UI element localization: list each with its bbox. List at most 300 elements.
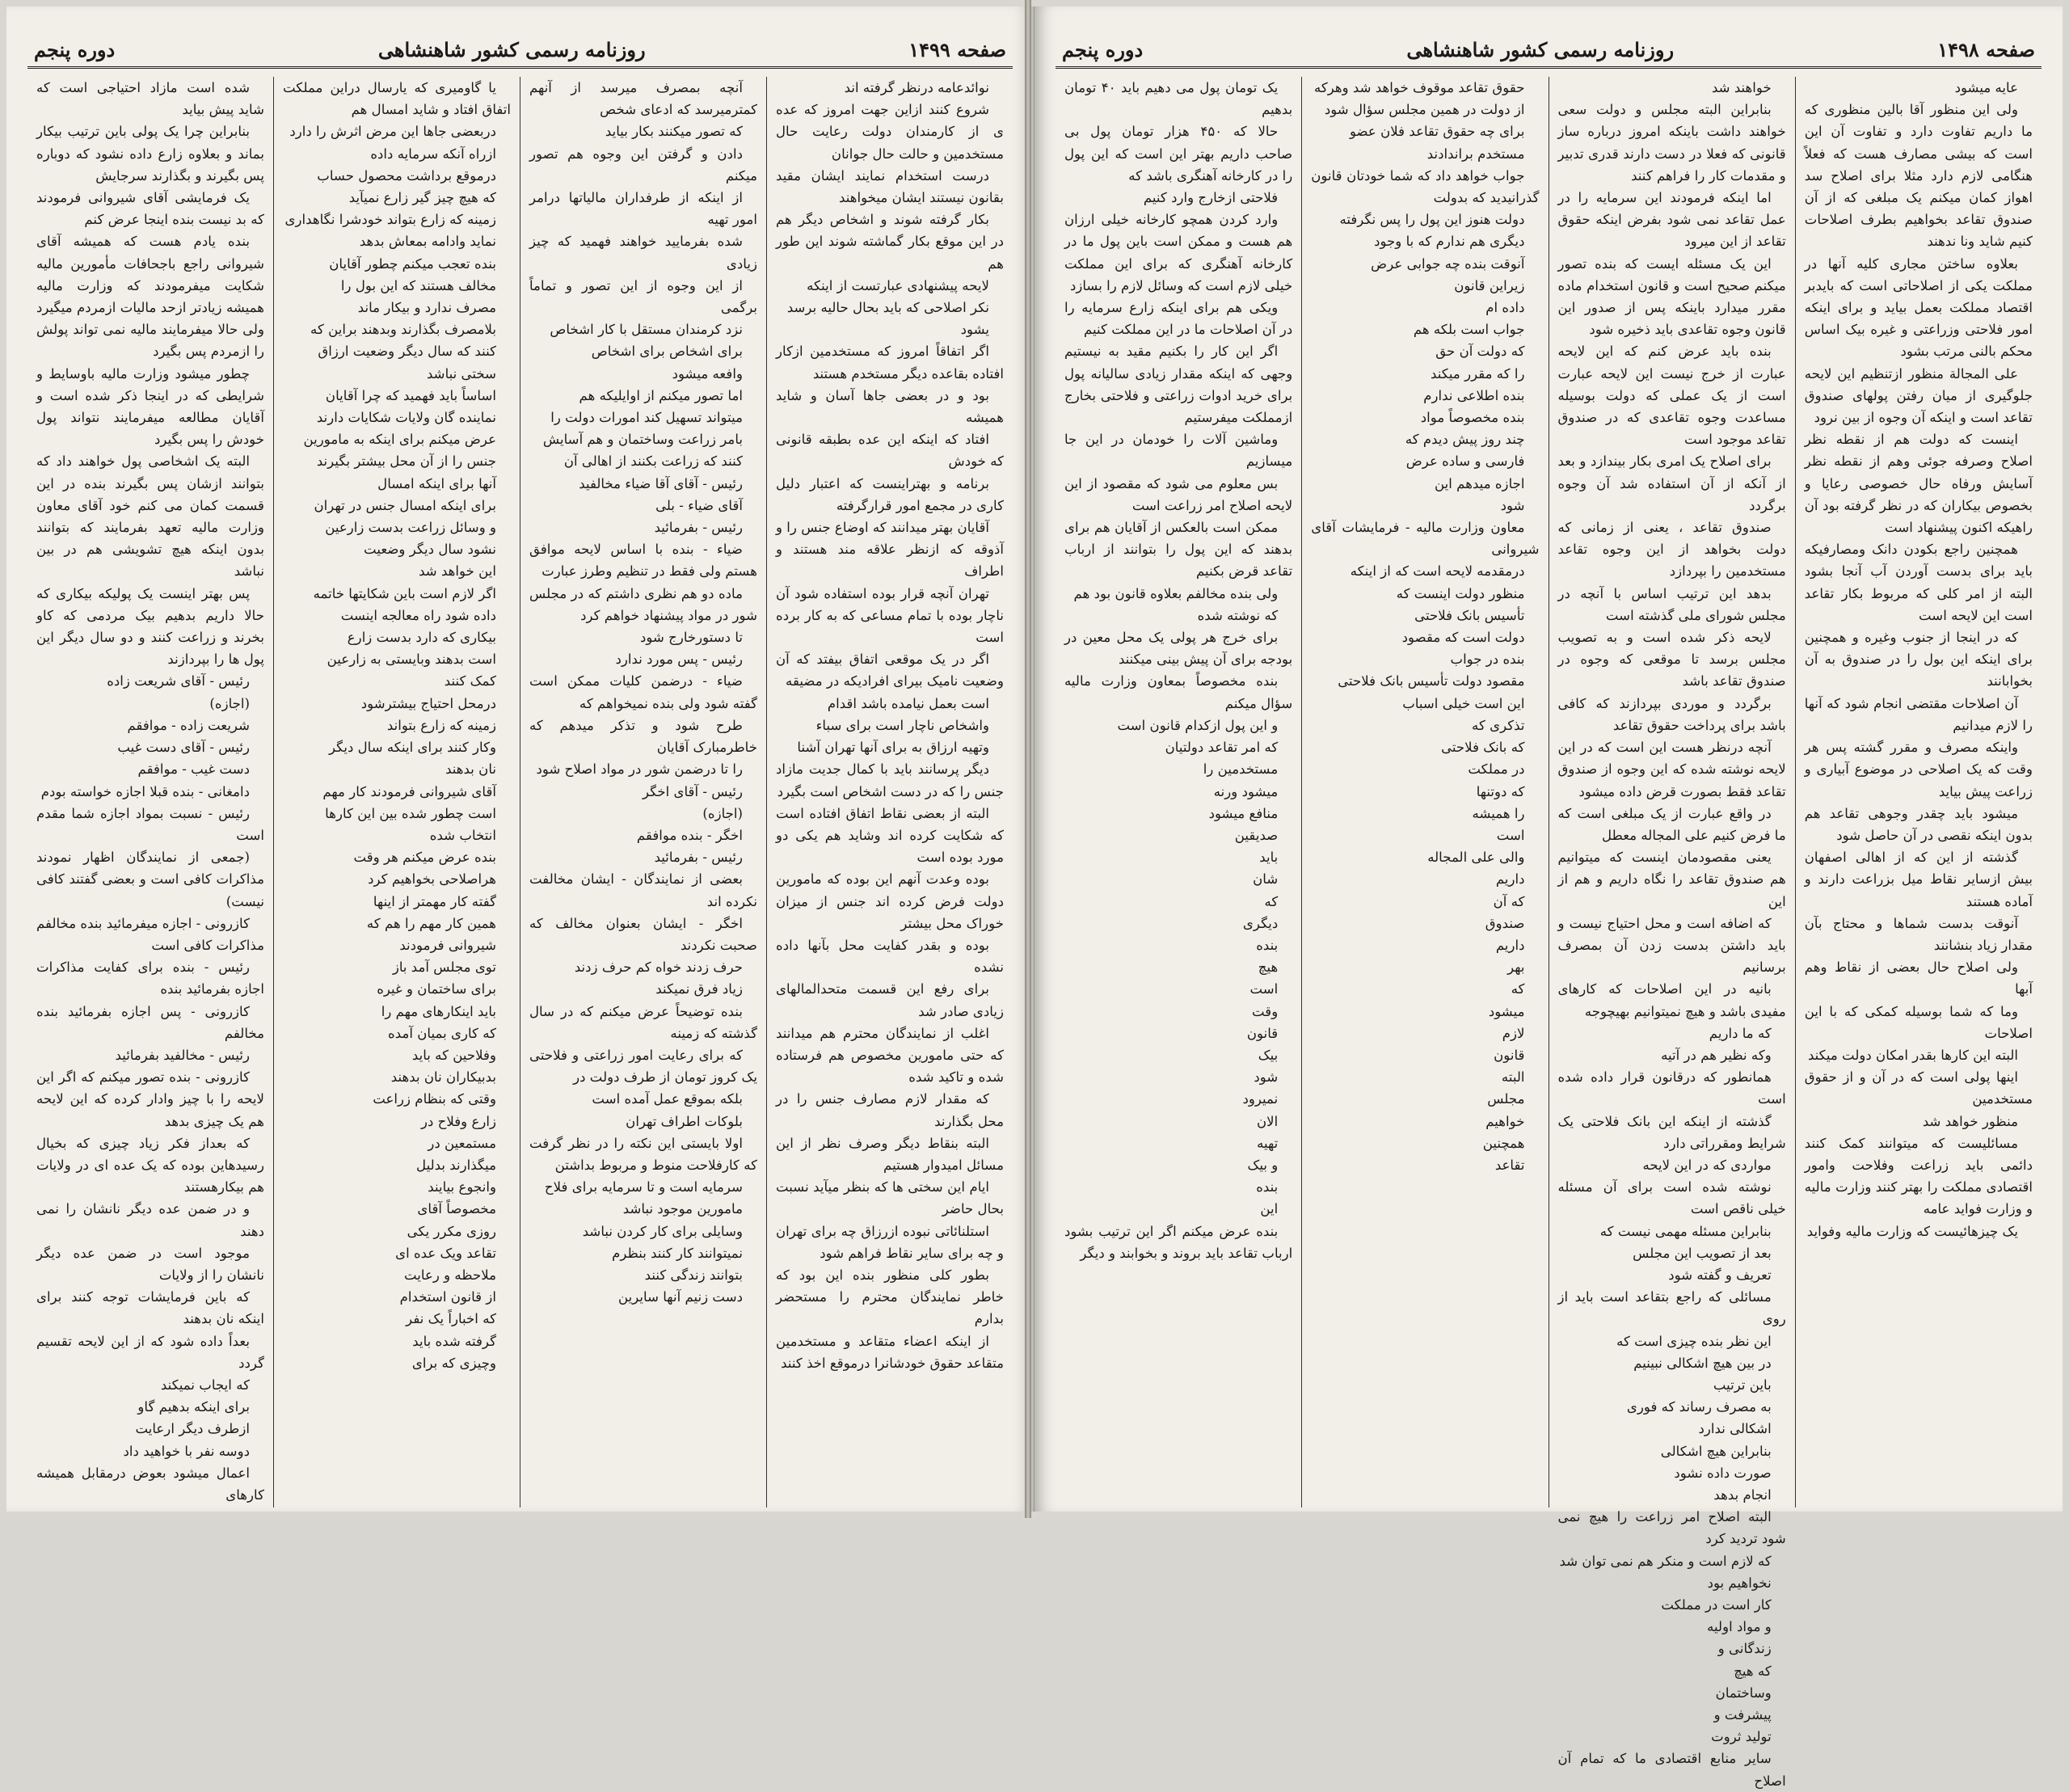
paragraph: پیشرفت و [1713, 1707, 1772, 1723]
paragraph: بنده باید عرض کنم که این لایحه عبارت از خرج نیست این لایحه عبارت است از یک عملی که دولت بوسیله مساعدت وجوه تقاعدی که در صندوق تقاعد موجود است [1557, 344, 1786, 448]
paragraph: مامورین موجود نباشد [622, 1201, 743, 1217]
right-columns [1056, 77, 2042, 1789]
paragraph: شده است مازاد احتیاجی است که شاید پیش بیاید [36, 80, 264, 118]
paragraph: البته اصلاح امر زراعت را هیچ نمی شود تردید کرد [1557, 1509, 1786, 1547]
gazette-spread [6, 6, 2063, 1789]
paragraph: زمینه که زارع بتواند خودشرا نگاهداری [284, 212, 496, 228]
paragraph: استلنائاتی نبوده ازرزاق چه برای تهران و چه برای سایر نقاط فراهم شود [776, 1223, 1004, 1261]
paragraph: این است خیلی اسباب [1402, 695, 1525, 711]
paragraph: ضیاء - بنده با اساس لایحه موافق هستم ولی فقط در تنظیم وطرز عبارت [529, 542, 757, 580]
paragraph: وفلاحین که باید [411, 1047, 496, 1063]
paragraph: برای اصلاح یک امری بکار بیندازد و بعد از آنکه از آن استفاده شد آن وجوه برگردد [1557, 453, 1786, 513]
paragraph: ماده دو هم نظری داشتم که در مجلس شور در مواد پیشنهاد خواهم کرد [529, 585, 757, 623]
paragraph: تعریف و گفته شود [1668, 1267, 1772, 1283]
right-column-3 [1301, 77, 1548, 1507]
paragraph: این یک مسئله ایست که بنده تصور میکنم صحیح است و قانون استخدام ماده مقرر میدارد باینکه پس از صدور این قانون وجوه تقاعدی باید ذخیره شود [1557, 255, 1786, 338]
paragraph: و وسائل زراعت بدست زارعین [325, 520, 496, 536]
right-column-4 [1056, 77, 1301, 1507]
paragraph: صدیقین [1234, 827, 1279, 843]
paragraph: که در اینجا از جنوب وغیره و همچنین برای اینکه این بول را در صندوق به آن بخوابانند [1804, 630, 2033, 689]
paragraph: بنده یادم هست که همیشه آقای شیروانی راجع باجحافات مأمورین مالیه شکایت میفرمودند که وزارت مالیه همیشه زیادتر ازحد مالیات ازمردم میگیرد ولی حالا میفرمایند مالیه نمی تواند پولش را ازمردم پس بگیرد [36, 234, 264, 360]
paragraph: دربعضی جاها این مرض اثرش را دارد [289, 124, 496, 140]
paragraph: نوائدعامه درنظر گرفته اند [844, 80, 989, 95]
paragraph: چند روز پیش دیدم که [1405, 432, 1525, 448]
paragraph: بلکه بموقع عمل آمده است [592, 1091, 743, 1107]
paragraph: حالا که ۴۵۰ هزار تومان پول بی صاحب داریم بهتر این است که این پول را در کارخانه آهنگری باشد که [1064, 124, 1293, 183]
paragraph: عایه میشود [1954, 80, 2018, 95]
paragraph: دوسه نفر با خواهید داد [123, 1443, 250, 1459]
paragraph: مسائلی که راجع بتقاعد است باید از روی [1557, 1289, 1786, 1327]
paragraph: الان [1256, 1113, 1279, 1129]
paragraph: اشکالی ندارد [1698, 1421, 1772, 1437]
paragraph: اینست که دولت هم از نقطه نظر اصلاح وصرفه جوئی وهم از نقطه نظر آسایش ورفاه حال خصوصی رعایا و بخصوص بیکاران که در نظر گرفته بود آن راهیکه اکنون پیشنهاد است [1804, 432, 2033, 536]
paragraph: روزی مکرر یکی [407, 1223, 496, 1239]
right-page-number: صفحه ۱۴۹۸ [1937, 38, 2035, 61]
paragraph: که هیچ [1734, 1663, 1772, 1679]
paragraph: درمقدمه لایحه است که از اینکه [1350, 563, 1525, 580]
paragraph: مواردی که در این لایحه [1642, 1157, 1772, 1173]
right-edition: دوره پنجم [1062, 38, 1144, 61]
paragraph: بدهد این ترتیب اساس با آنچه در مجلس شورای ملی گذشته است [1557, 585, 1786, 623]
paragraph: بامر زراعت وساختمان و هم آسایش [542, 432, 743, 448]
paragraph: برای اینکه امسال جنس در تهران [314, 497, 496, 513]
paragraph: باید اینکارهای مهم را [381, 1003, 496, 1019]
paragraph: که تصور میکنند بکار بیاید [605, 124, 743, 140]
paragraph: زارع وفلاح در [420, 1113, 496, 1129]
paragraph: بنابراین البته مجلس و دولت سعی خواهند داشت باینکه امروز درباره ساز قانونی که فعلا در دست دارند قدری تدبیر و مقدمات کار را فراهم کنند [1557, 102, 1786, 183]
paragraph: که امر تقاعد دولتیان [1165, 740, 1279, 756]
paragraph: البته یک اشخاصی پول خواهند داد که بتوانند ازشان پس بگیرند بنده در این قسمت کمان می کنم خود آقای معاون وزارت مالیه تعهد بفرمایند که بتوانند بدون اینکه هیچ تشویشی هم در بین نباشد [36, 453, 264, 580]
paragraph: همانطور که درقانون قرار داده شده است [1557, 1069, 1786, 1107]
paragraph: که برای رعایت امور زراعتی و فلاحتی یک کروز تومان از طرف دولت در [529, 1047, 757, 1086]
paragraph: و در ضمن عده دیگر نانشان را نمی دهند [36, 1201, 264, 1239]
paragraph: شده بفرمایید خواهند فهمید که چیز زیادی [529, 234, 757, 272]
paragraph: بیکاری که دارد بدست زارع [347, 630, 496, 646]
paragraph: وکار کنند برای اینکه سال دیگر [329, 740, 496, 756]
paragraph: اجازه میدهم این [1435, 475, 1525, 491]
paragraph: وافعه میشود [672, 365, 743, 382]
paragraph: آنچه بمصرف میرسد از آنهم کمترمیرسد که ادعای شخص [529, 80, 757, 118]
paragraph: بنده مخصوصاً بمعاون وزارت مالیه سؤال میکنم [1064, 673, 1293, 711]
paragraph: بانیه در این اصلاحات که کارهای مفیدی باشد و هیچ نمیتوانیم بهیچوجه [1557, 981, 1786, 1019]
paragraph: طرح شود و تذکر میدهم که خاطرمبارک آقایان [529, 717, 757, 756]
paragraph: لازم [1502, 1025, 1525, 1041]
paragraph: یک تومان پول می دهیم باید ۴۰ تومان بدهیم [1064, 80, 1293, 118]
paragraph: زیراین قانون [1454, 277, 1525, 293]
paragraph: را همیشه [1472, 805, 1525, 821]
paragraph: تذکری که [1472, 717, 1525, 733]
paragraph: میگذارند بدلیل [416, 1157, 496, 1173]
paragraph: تأسیس بانک فلاحتی [1414, 607, 1525, 623]
paragraph: که [1511, 981, 1525, 997]
paragraph: نشود سال دیگر وضعیت [364, 542, 496, 558]
paragraph: ولی اصلاح حال بعضی از نقاط وهم آبها [1804, 959, 2033, 997]
paragraph: برای ساختمان و غیره [377, 981, 496, 997]
paragraph: نکر اصلاحی که باید بحال حالیه برسد [786, 300, 989, 316]
paragraph: دیگری هم ندارم که با وجود [1374, 234, 1525, 250]
left-column-4 [27, 77, 273, 1507]
paragraph: مصرف ندارد و بیکار ماند [357, 300, 496, 316]
paragraph: شیروانی فرمودند [399, 937, 496, 953]
paragraph: از دولت در همین مجلس سؤال شود [1324, 102, 1525, 118]
paragraph: یک فرمایشی آقای شیروانی فرمودند که بد نیست بنده اینجا عرض کنم [36, 190, 264, 228]
paragraph: (اجازه) [702, 805, 743, 821]
paragraph: تولید ثروت [1711, 1729, 1772, 1745]
paragraph: زیاد فرق نمیکند [655, 981, 743, 997]
paragraph: بس معلوم می شود که مقصود از این لایحه اصلاح امر زراعت است [1064, 475, 1293, 513]
left-page-header [27, 24, 1013, 69]
paragraph: واینکه مصرف و مقرر گشته پس هر وقت که یک اصلاحی در موضوع آبیاری و زراعت پیش بیاید [1804, 740, 2033, 799]
paragraph: تقاعد [1494, 1157, 1525, 1173]
paragraph: بهر [1507, 959, 1525, 976]
paragraph: توی مجلس آمد باز [392, 959, 496, 976]
paragraph: آقای ضیاء - بلی [655, 497, 743, 513]
paragraph: دولت هنوز این پول را پس نگرفته [1339, 212, 1525, 228]
paragraph: برنامه و بهتراینست که اعتبار دلیل کاری در مجمع امور قرارگرفته [776, 475, 1004, 513]
paragraph: ایام این سختی ها که بنظر میآید نسبت بحال حاضر [776, 1179, 1004, 1217]
paragraph: به مصرف رساند که فوری [1626, 1399, 1772, 1415]
paragraph: مستمعین در [428, 1135, 496, 1151]
paragraph: حقوق تقاعد موقوف خواهد شد وهرکه [1313, 80, 1525, 95]
paragraph: آقای شیروانی فرمودند کار مهم [322, 783, 496, 799]
paragraph: البته بنقاط دیگر وصرف نظر از این مسائل امیدوار هستیم [776, 1135, 1004, 1173]
paragraph: اخگر - بنده موافقم [636, 827, 743, 843]
paragraph: وکه نظیر هم در آتیه [1661, 1047, 1772, 1063]
paragraph: که [1264, 893, 1279, 909]
paragraph: فارسی و ساده عرض [1405, 453, 1525, 470]
paragraph: جنس را از آن محل بیشتر بگیرند [316, 453, 496, 470]
paragraph: بنابراین هیچ اشکالی [1660, 1443, 1772, 1459]
paragraph: بنده تعجب میکنم چطور آقایان [329, 255, 496, 272]
paragraph: نمیرود [1242, 1091, 1279, 1107]
paragraph: ولی این منظور آقا بالین منظوری که ما داریم تفاوت دارد و تفاوت آن این است که بیشی مصارف هست که فعلاً هنگامی لازم دارد مثلا برای اصلاح سد اهواز کمان میکنم یک مبلغی که از آن صندوق تقاعد بخواهیم بطرف اصلاحات کنیم شاید ونا ندهند [1804, 102, 2033, 250]
paragraph: وانجوع بیایند [428, 1179, 496, 1195]
paragraph: است [1496, 827, 1525, 843]
right-page [1034, 6, 2063, 1789]
paragraph: بتوانند زندگی کنند [644, 1267, 743, 1283]
paragraph: دادن و گرفتن این وجوه هم تصور میکنم [529, 145, 757, 183]
paragraph: سایر منابع اقتصادی ما که تمام آن اصلاح [1557, 1751, 1786, 1789]
paragraph: همچنین راجع بکودن دانک ومصارفیکه باید برای بدست آوردن آب آنجا بشود البته از امر کلی که مربوط بکار تقاعد است این لایحه است [1804, 542, 2033, 623]
paragraph: صندوق [1485, 915, 1525, 931]
paragraph: است [1249, 981, 1279, 997]
paragraph: که آن [1493, 893, 1525, 909]
paragraph: که بعداز فکر زیاد چیزی که بخیال رسیدهاین بوده که یک عده ای در ولایات هم بیکارهستند [36, 1135, 264, 1195]
paragraph: بیک [1258, 1047, 1279, 1063]
paragraph: درموقع برداشت محصول حساب [317, 167, 496, 183]
paragraph: (اجازه) [209, 695, 250, 711]
paragraph: باید [1259, 850, 1279, 866]
paragraph: خواهند شد [1711, 80, 1772, 95]
paragraph: مقصود دولت تأسیس بانک فلاحتی [1338, 673, 1525, 689]
paragraph: دست زنیم آنها سایرین [617, 1289, 743, 1305]
paragraph: انجام بدهد [1713, 1487, 1772, 1503]
paragraph: بنده [1256, 937, 1279, 953]
paragraph: آنوقت بدست شماها و محتاج بآن مقدار زیاد بنشانند [1804, 915, 2033, 953]
paragraph: بنده عرض میکنم هر وقت [353, 850, 496, 866]
paragraph: لایحه ذکر شده است و به تصویب مجلس برسد تا موقعی که وجوه در صندوق تقاعد باشد [1557, 630, 1786, 689]
paragraph: میشود [1488, 1003, 1525, 1019]
paragraph: درست استخدام نمایند ایشان مقید بقانون نیستند ایشان میخواهند [776, 167, 1004, 206]
paragraph: برای رفع این قسمت متحدالمالهای زیادی صادر شد [776, 981, 1004, 1019]
paragraph: اینها پولی است که در آن و از حقوق مستخدمین [1804, 1069, 2033, 1107]
paragraph: نوشته شده است برای آن مسئله خیلی ناقص است [1557, 1179, 1786, 1217]
paragraph: است بعمل نیامده باشد اقدام [827, 695, 989, 711]
paragraph: نماینده گان ولایات شکایات دارند [316, 410, 496, 426]
paragraph: ازطرف دیگر ارعایت [135, 1421, 250, 1437]
paragraph: کازرونی - بنده تصور میکنم که اگر این لایحه را با چیز وادار کرده که این لایحه هم یک چیزی بدهد [36, 1069, 264, 1129]
paragraph: لایحه پیشنهادی عبارتست از اینکه [807, 277, 989, 293]
paragraph: ضیاء - درضمن کلیات ممکن است گفته شود ولی بنده نمیخواهم که [529, 673, 757, 711]
paragraph: وقتی که بنظام زراعت [373, 1091, 496, 1107]
paragraph: که ایجاب نمیکند [160, 1377, 250, 1393]
paragraph: نماید وادامه بمعاش بدهد [359, 234, 496, 250]
left-gazette-title: روزنامه رسمی کشور شاهنشاهی [377, 38, 646, 61]
paragraph: ویکی هم برای اینکه زارع سرمایه را در آن اصلاحات ما در این مملکت کنیم [1064, 300, 1293, 338]
paragraph: گفته کار مهمتر از اینها [373, 893, 496, 909]
paragraph: شود [1500, 497, 1525, 513]
paragraph: مخصوصاً آقای [417, 1201, 496, 1217]
paragraph: دولت است که مقصود [1401, 630, 1525, 646]
left-columns [27, 77, 1013, 1507]
paragraph: بدبیکاران نان بدهند [390, 1069, 496, 1086]
paragraph: شروع کنند ازاین جهت امروز که عده ی از کارمندان دولت رعایت حال مستخدمین و حالت حال جوانان [776, 102, 1004, 162]
left-page-number: صفحه ۱۴۹۹ [908, 38, 1006, 61]
paragraph: اما تصور میکنم از اوایلیکه هم [579, 387, 743, 403]
paragraph: میشود ورنه [1213, 783, 1279, 799]
paragraph: گرفته شده باید [412, 1333, 496, 1349]
paragraph: داده ام [1485, 300, 1525, 316]
paragraph: داده شود راه معالجه اینست [340, 607, 496, 623]
right-gazette-title: روزنامه رسمی کشور شاهنشاهی [1406, 38, 1675, 61]
paragraph: را تا درضمن شور در مواد اصلاح شود [536, 761, 743, 778]
paragraph: گذشته از این که از اهالی اصفهان بیش ازسایر نقاط میل بزراعت دارند و آماده هستند [1804, 850, 2033, 909]
paragraph: است بدهند وبایستی به زارعین [327, 651, 496, 668]
paragraph: جواب است بلکه هم [1413, 322, 1525, 338]
paragraph: یک چیزهائیست که وزارت مالیه وفواید [1806, 1223, 2018, 1239]
paragraph: رئیس - بنده برای کفایت مذاکرات اجازه بفرمائید بنده [36, 959, 264, 997]
paragraph: بوده وعدت آنهم این بوده که مامورین دولت فرض کرده اند جنس از میزان خوراک محل بیشتر [776, 871, 1004, 931]
right-column-1 [1795, 77, 2042, 1507]
paragraph: بنابراین مسئله مهمی نیست که [1599, 1223, 1772, 1239]
paragraph: اما اینکه فرمودند این سرمایه را در عمل تقاعد نمی شود بفرض اینکه حقوق تقاعد از این میرود [1557, 190, 1786, 250]
paragraph: افتاد که اینکه این عده بطبقه قانونی که خودش [776, 432, 1004, 470]
paragraph: که هیچ چیز گیر زارع نمیآید [348, 190, 496, 206]
paragraph: انتخاب شده [429, 827, 496, 843]
paragraph: برای اشخاص برای اشخاص [591, 344, 743, 360]
paragraph: مستخدم براندادند [1426, 145, 1525, 162]
paragraph: صورت داده نشود [1674, 1465, 1772, 1481]
paragraph: نخواهیم بود [1707, 1575, 1772, 1591]
paragraph: که نوشته شده [1197, 607, 1279, 623]
paragraph: این [1260, 1201, 1279, 1217]
paragraph: وماشین آلات را خودمان در این جا میسازیم [1064, 432, 1293, 470]
paragraph: میتواند تسهیل کند امورات دولت را [550, 410, 743, 426]
paragraph: مسائلیست که میتوانند کمک کنند دائمی باید زراعت وفلاحت وامور اقتصادی مملکت را بهتر کنند وزارت مالیه و وزارت فواید عامه [1804, 1135, 2033, 1217]
paragraph: بنده عرض میکنم اگر این ترتیب بشود ارباب تقاعد باید بروند و بخوابند و دیگر [1064, 1223, 1293, 1261]
paragraph: آنوقت بنده چه جوابی عرض [1371, 255, 1525, 272]
paragraph: دست غیب - موافقم [137, 761, 250, 778]
paragraph: سرمایه است و تا سرمایه برای فلاح [544, 1179, 743, 1195]
paragraph: واشخاص ناچار است برای سباء [815, 717, 989, 733]
left-edition: دوره پنجم [34, 38, 116, 61]
paragraph: والی علی المجاله [1427, 850, 1525, 866]
paragraph: کنند که سال دیگر وضعیت ارزاق [318, 344, 496, 360]
paragraph: بعلاوه ساختن مجاری کلیه آنها در مملکت یکی از اصلاحاتی است که بایدبر اقتصاد مملکت بعمل بیاید و برای اینکه امور فلاحتی وزراعتی و غیره بیک اساس محکم بالنی مرتب بشود [1804, 255, 2033, 360]
paragraph: جواب خواهد داد که شما خودتان قانون گذرانیدید که بدولت [1311, 167, 1540, 206]
paragraph: مخالف هستند که این بول را [340, 277, 496, 293]
paragraph: اخگر - ایشان بعنوان مخالف که صحبت نکردند [529, 915, 757, 953]
paragraph: که بانک فلاحتی [1441, 740, 1525, 756]
paragraph: آن اصلاحات مقتضی انجام شود که آنها را لازم میدانیم [1804, 695, 2033, 733]
paragraph: همین کار مهم را هم که [366, 915, 496, 931]
paragraph: آنها برای اینکه امسال [377, 475, 496, 491]
paragraph: کنند که زراعت بکنند از اهالی آن [563, 453, 743, 470]
paragraph: تهران آنچه قرار بوده استفاده شود آن ناچار بوده با تمام مساعی که به کار برده است [776, 585, 1004, 646]
paragraph: بعضی از نمایندگان - ایشان مخالفت نکرده اند [529, 871, 757, 909]
paragraph: تقاعد ویک عده ای [395, 1245, 496, 1261]
paragraph: منافع میشود [1208, 805, 1279, 821]
paragraph: برای خرج هر پولی یک محل معین در بودجه برای آن پیش بینی میکنند [1064, 630, 1293, 668]
paragraph: (جمعی از نمایندگان اظهار نمودند مذاکرات کافی است و بعضی گفتند کافی نیست) [36, 850, 264, 909]
paragraph: در مملکت [1468, 761, 1525, 778]
paragraph: برای چه حقوق تقاعد فلان عضو [1349, 124, 1525, 140]
paragraph: رئیس - بفرمائید [654, 520, 743, 536]
paragraph: زندگانی و [1717, 1641, 1772, 1657]
paragraph: کازرونی - پس اجازه بفرمائید بنده مخالفم [36, 1003, 264, 1041]
paragraph: که ما داریم [1709, 1025, 1772, 1041]
left-page [6, 6, 1034, 1512]
paragraph: برای اینکه بدهیم گاو [137, 1399, 250, 1415]
paragraph: رئیس - مخالفید بفرمائید [115, 1047, 250, 1063]
paragraph: را که مقرر میکند [1431, 365, 1525, 382]
paragraph: رئیس - آقای دست غیب [117, 740, 250, 756]
paragraph: هراصلاحی بخواهیم کرد [368, 871, 496, 888]
paragraph: که اخباراً یک نفر [406, 1311, 496, 1327]
paragraph: داریم [1495, 871, 1525, 888]
paragraph: آنچه درنظر هست این است که در این لایحه نوشته شده که این وجوه از صندوق تقاعد فقط بصورت قرض داده میشود [1557, 740, 1786, 799]
paragraph: زمینه که زارع بتواند [386, 717, 496, 733]
paragraph: حرف زدند خواه کم حرف زدند [574, 959, 743, 976]
paragraph: تهیه [1257, 1135, 1279, 1151]
paragraph: بود و در بعضی جاها آسان و شاید همیشه [776, 387, 1004, 426]
paragraph: اعمال میشود بعوض درمقابل همیشه کارهای [36, 1465, 264, 1503]
paragraph: البته [1501, 1069, 1525, 1086]
paragraph: اگر اتفاقاً امروز که مستخدمین ازکار افتاده بقاعده دیگر مستخدم هستند [776, 344, 1004, 382]
paragraph: بلامصرف بگذارند وبدهند براین که [310, 322, 496, 338]
paragraph: که لازم است و منکر هم نمی توان شد [1559, 1553, 1772, 1569]
paragraph: و بیک [1247, 1157, 1279, 1173]
paragraph: کار است در مملکت [1661, 1597, 1772, 1613]
paragraph: دامغانی - بنده قبلا اجازه خواسته بودم [40, 783, 250, 799]
paragraph: اولا بایستی این نکته را در نظر گرفت که کارفلاحت منوط و مربوط بداشتن [529, 1135, 757, 1173]
paragraph: رئیس - آقای اخگر [643, 783, 743, 799]
paragraph: قانون [1494, 1047, 1525, 1063]
paragraph: گذشته از اینکه این بانک فلاحتی یک شرایط ومقرراتی دارد [1557, 1113, 1786, 1151]
paragraph: مجلس [1487, 1091, 1525, 1107]
paragraph: نمیتوانند کار کنند بنظرم [612, 1245, 743, 1261]
paragraph: منظور خواهد شد [1922, 1113, 2018, 1129]
paragraph: موجود است در ضمن عده دیگر نانشان را از ولایات [36, 1245, 264, 1283]
paragraph: کازرونی - اجازه میفرمائید بنده مخالفم مذاکرات کافی است [36, 915, 264, 953]
paragraph: بنده مخصوصاً مواد [1420, 410, 1525, 426]
paragraph: این نظر بنده چیزی است که [1616, 1333, 1772, 1349]
paragraph: وقت [1252, 1003, 1279, 1019]
paragraph: و مواد اولیه [1707, 1619, 1772, 1635]
paragraph: از اینکه اعضاء متقاعد و مستخدمین متقاعد حقوق خودشانرا درموقع اخذ کنند [776, 1333, 1004, 1371]
paragraph: از اینکه از طرفداران مالیاتها درامر امور تهیه [529, 190, 757, 228]
paragraph: سختی نباشد [426, 365, 496, 382]
paragraph: که کاری بمیان آمده [388, 1025, 496, 1041]
paragraph: بنده اطلاعی ندارم [1423, 387, 1525, 403]
paragraph: رئیس - پس مورد ندارد [615, 651, 743, 668]
paragraph: که مقدار لازم مصارف جنس را در محل بگذارند [776, 1091, 1004, 1129]
paragraph: بطور کلی منظور بنده این بود که خاطر نمایندگان محترم را مستحضر بدارم [776, 1267, 1004, 1327]
paragraph: و این پول ازکدام قانون است [1117, 717, 1279, 733]
paragraph: نزد کرمندان مستقل با کار اشخاص [550, 322, 743, 338]
paragraph: یا گاومیری که یارسال دراین مملکت اتفاق افتاد و شاید امسال هم [283, 80, 511, 118]
paragraph: علی المجالة منظور ازتنظیم این لایحه جلوگیری از میان رفتن پولهای صندوق تقاعد است و اینکه آن وجوه از بین نرود [1804, 365, 2033, 426]
paragraph: وارد کردن همچو کارخانه خیلی ارزان هم هست و ممکن است باین پول ما در کارخانه آهنگری که برای این مملکت خیلی لازم است که وسائل لازم را بسازد [1064, 212, 1293, 293]
paragraph: که اضافه است و محل احتیاج نیست و باید داشتن بدست زدن آن بمصرف برسانیم [1557, 915, 1786, 976]
paragraph: البته این کارها بقدر امکان دولت میکند [1807, 1047, 2018, 1063]
paragraph: ممکن است بالعکس از آقایان هم برای بدهند که این پول را بتوانند از ارباب تقاعد قرض بکنیم [1064, 520, 1293, 580]
paragraph: از قانون استخدام [399, 1289, 496, 1305]
paragraph: نان بدهند [445, 761, 496, 778]
paragraph: بعد از تصویب این مجلس [1633, 1245, 1772, 1261]
paragraph: بوده و بقدر کفایت محل بآنها داده نشده [776, 937, 1004, 976]
paragraph: بنده [1256, 1179, 1279, 1195]
paragraph: شان [1253, 871, 1279, 888]
paragraph: اگر لازم است باین شکایتها خاتمه [313, 585, 496, 601]
paragraph: شود [1254, 1069, 1279, 1086]
paragraph: وتهیه ارزاق به برای آنها تهران آشنا [797, 740, 989, 756]
paragraph: پس بهتر اینست یک پولیکه بیکاری که حالا داریم بدهیم بیک مردمی که کاو بخرند و زراعت کنند و دو سال دیگر این پول ها را بپردازند [36, 585, 264, 668]
paragraph: کمک کنند [444, 673, 496, 689]
paragraph: وما که شما بوسیله کمکی که با این اصلاحات [1804, 1003, 2033, 1041]
paragraph: همچنین [1482, 1135, 1525, 1151]
paragraph: از این وجوه از این تصور و تماماً برگمی [529, 277, 757, 316]
paragraph: وسایلی برای کار کردن نباشد [582, 1223, 743, 1239]
paragraph: شریعت زاده - موافقم [127, 717, 250, 733]
paragraph: در واقع عبارت از یک مبلغی است که ما فرض کنیم علی المجاله معطل [1557, 805, 1786, 843]
paragraph: اگر در یک موقعی اتفاق بیفتد که آن وضعیت نامیک بیرای افرادیکه در مضیقه [776, 651, 1004, 689]
book-gutter [1025, 0, 1031, 1518]
paragraph: صندوق تقاعد ، یعنی از زمانی که دولت بخواهد از این وجوه تقاعد مستخدمین را بپردازد [1557, 520, 1786, 580]
paragraph: اگر این کار را بکنیم مقید به نیستیم وجهی که اینکه مقدار زیادی سالیانه پول برای خرید ادوات زراعتی و فلاحتی بخارج ازمملکت میفرستیم [1064, 344, 1293, 426]
paragraph: برگردد و موردی بپردازند که کافی باشد برای پرداخت حقوق تقاعد [1557, 695, 1786, 733]
paragraph: یعنی مقصودمان اینست که میتوانیم هم صندوق تقاعد را نگاه داریم و هم از این [1557, 850, 1786, 909]
paragraph: مستخدمین را [1203, 761, 1279, 778]
paragraph: البته از بعضی نقاط اتفاق افتاده است که شکایت کرده اند وشاید هم یکی دو مورد بوده است [776, 805, 1004, 866]
left-column-1 [766, 77, 1013, 1507]
left-column-2 [520, 77, 766, 1507]
paragraph: رئیس - آقای شریعت زاده [107, 673, 250, 689]
paragraph: دیگر پرسانند باید با کمال جدیت مازاد جنس را که در دست اشخاص است بگیرد [776, 761, 1004, 799]
paragraph: تا دستورخارج شود [639, 630, 743, 646]
paragraph: ملاحظه و رعایت [403, 1267, 496, 1283]
paragraph: که دولت آن حق [1435, 344, 1525, 360]
paragraph: معاون وزارت مالیه - فرمایشات آقای شیروانی [1311, 520, 1540, 558]
right-page-header [1056, 24, 2042, 69]
paragraph: عرض میکنم برای اینکه به مامورین [303, 432, 496, 448]
paragraph: بعداً داده شود که از این لایحه تقسیم گردد [36, 1333, 264, 1371]
paragraph: قانون [1246, 1025, 1279, 1041]
paragraph: رئیس - بفرمائید [654, 850, 743, 866]
paragraph: هیچ [1258, 959, 1279, 976]
paragraph: خواهیم [1485, 1113, 1525, 1129]
paragraph: بنده توضیحاً عرض میکنم که در سال گذشته که زمینه [529, 1003, 757, 1041]
